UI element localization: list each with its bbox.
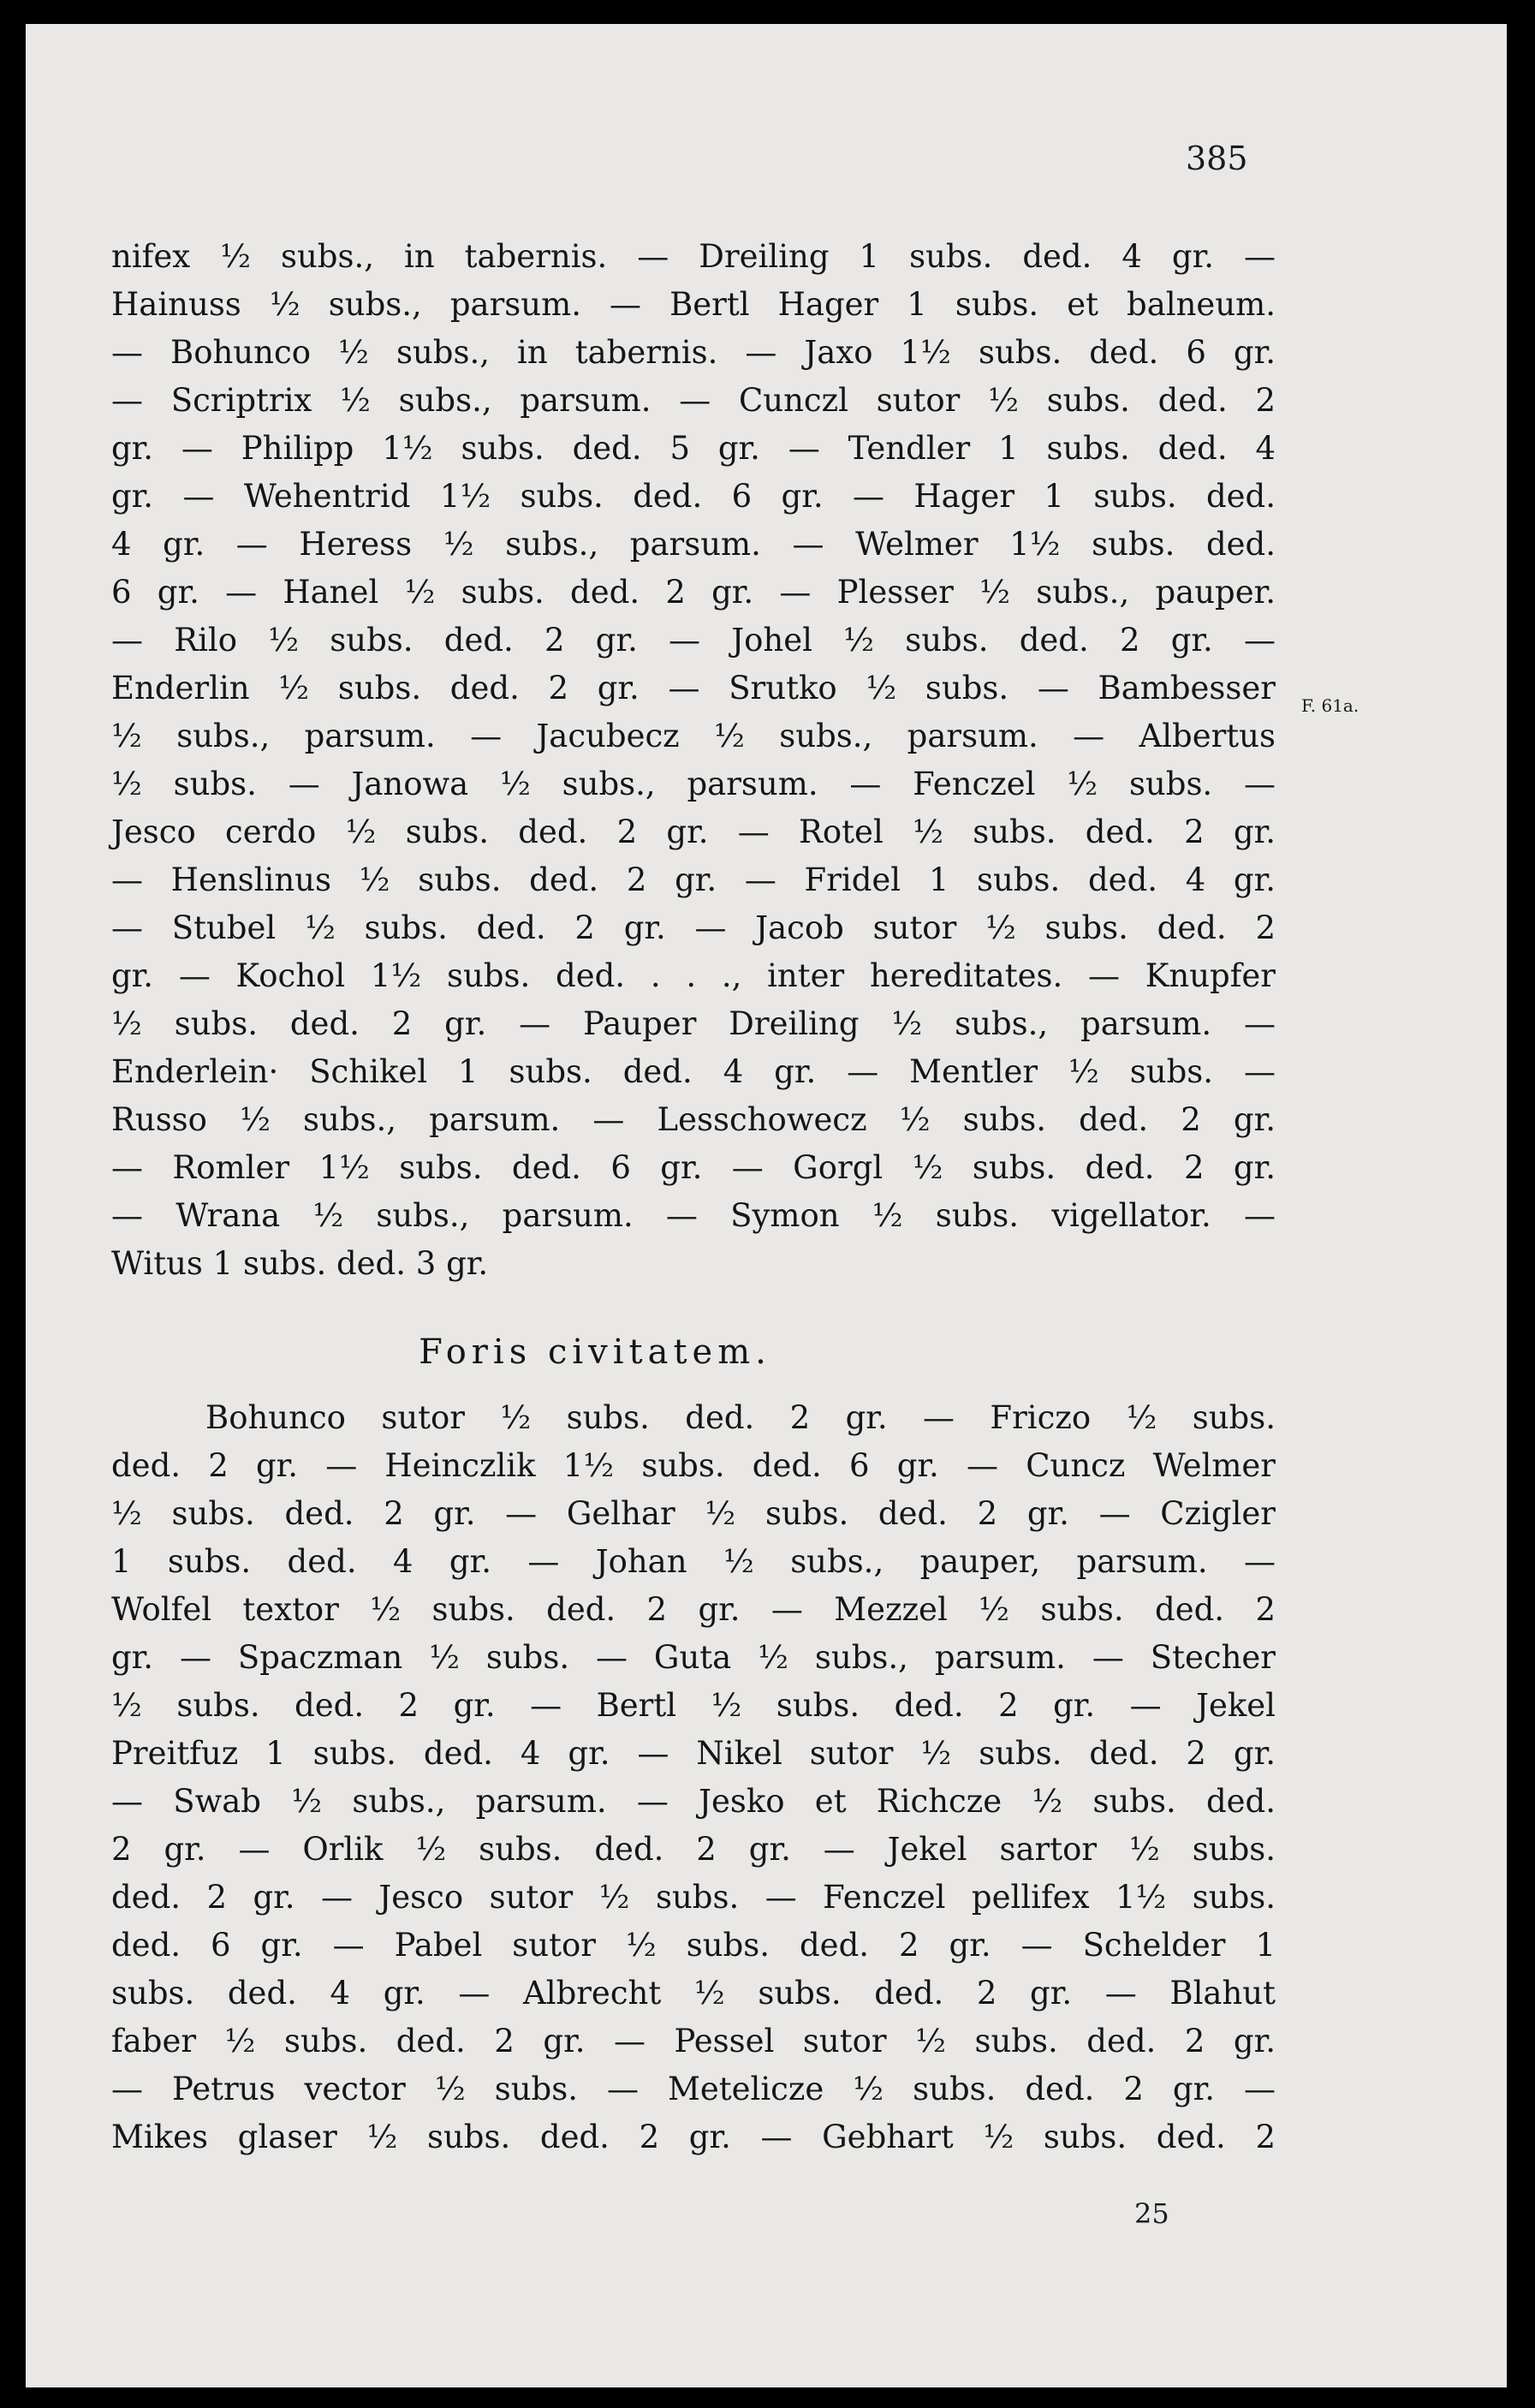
- text-line: Enderlein· Schikel 1 subs. ded. 4 gr. — Mentler ½ subs. —: [111, 1053, 1276, 1090]
- text-line: nifex ½ subs., in tabernis. — Dreiling 1 subs. ded. 4 gr. —: [111, 238, 1276, 275]
- text-line: — Wrana ½ subs., parsum. — Symon ½ subs. vigellator. —: [111, 1197, 1276, 1234]
- text-line: Jesco cerdo ½ subs. ded. 2 gr. — Rotel ½ subs. ded. 2 gr.: [111, 814, 1276, 850]
- text-line: gr. — Kochol 1½ subs. ded. . . ., inter hereditates. — Knupfer: [111, 957, 1276, 994]
- paragraph-intra-civitatem: [111, 233, 1276, 1288]
- text-line: ded. 6 gr. — Pabel sutor ½ subs. ded. 2 gr. — Schelder 1: [111, 1927, 1276, 1964]
- text-line: ½ subs., parsum. — Jacubecz ½ subs., parsum. — Albertus: [111, 718, 1276, 754]
- text-line: — Henslinus ½ subs. ded. 2 gr. — Fridel 1 subs. ded. 4 gr.: [111, 861, 1276, 898]
- text-line: — Stubel ½ subs. ded. 2 gr. — Jacob sutor ½ subs. ded. 2: [111, 909, 1276, 946]
- paragraph-foris-civitatem: [111, 1394, 1276, 2161]
- text-line: 6 gr. — Hanel ½ subs. ded. 2 gr. — Plesser ½ subs., pauper.: [111, 574, 1276, 611]
- text-line: ½ subs. ded. 2 gr. — Gelhar ½ subs. ded. 2 gr. — Czigler: [111, 1495, 1276, 1532]
- text-line: Enderlin ½ subs. ded. 2 gr. — Srutko ½ subs. — Bambesser: [111, 670, 1276, 706]
- text-line: — Bohunco ½ subs., in tabernis. — Jaxo 1½ subs. ded. 6 gr.: [111, 334, 1276, 371]
- text-line: 1 subs. ded. 4 gr. — Johan ½ subs., pauper, parsum. —: [111, 1543, 1276, 1580]
- book-page: [26, 24, 1507, 2387]
- page-number: 385: [1186, 140, 1248, 177]
- margin-folio-note: F. 61a.: [1301, 695, 1359, 716]
- signature-mark: 25: [1134, 2197, 1169, 2230]
- text-line: gr. — Philipp 1½ subs. ded. 5 gr. — Tendler 1 subs. ded. 4: [111, 430, 1276, 467]
- text-line: — Petrus vector ½ subs. — Metelicze ½ subs. ded. 2 gr. —: [111, 2071, 1276, 2107]
- text-line: Bohunco sutor ½ subs. ded. 2 gr. — Friczo ½ subs.: [205, 1399, 1276, 1436]
- text-line: Preitfuz 1 subs. ded. 4 gr. — Nikel sutor ½ subs. ded. 2 gr.: [111, 1735, 1276, 1772]
- text-line: faber ½ subs. ded. 2 gr. — Pessel sutor ½ subs. ded. 2 gr.: [111, 2023, 1276, 2059]
- text-line: Witus 1 subs. ded. 3 gr.: [111, 1245, 489, 1282]
- text-line: 4 gr. — Heress ½ subs., parsum. — Welmer 1½ subs. ded.: [111, 526, 1276, 563]
- text-line: gr. — Wehentrid 1½ subs. ded. 6 gr. — Hager 1 subs. ded.: [111, 478, 1276, 515]
- text-line: gr. — Spaczman ½ subs. — Guta ½ subs., parsum. — Stecher: [111, 1639, 1276, 1676]
- text-line: — Rilo ½ subs. ded. 2 gr. — Johel ½ subs. ded. 2 gr. —: [111, 622, 1276, 659]
- text-line: ded. 2 gr. — Jesco sutor ½ subs. — Fenczel pellifex 1½ subs.: [111, 1879, 1276, 1916]
- text-line: ½ subs. ded. 2 gr. — Bertl ½ subs. ded. 2 gr. — Jekel: [111, 1687, 1276, 1724]
- text-line: — Romler 1½ subs. ded. 6 gr. — Gorgl ½ subs. ded. 2 gr.: [111, 1149, 1276, 1186]
- text-line: — Scriptrix ½ subs., parsum. — Cunczl sutor ½ subs. ded. 2: [111, 382, 1276, 419]
- text-line: — Swab ½ subs., parsum. — Jesko et Richcze ½ subs. ded.: [111, 1783, 1276, 1820]
- text-line: Russo ½ subs., parsum. — Lesschowecz ½ subs. ded. 2 gr.: [111, 1101, 1276, 1138]
- text-line: ded. 2 gr. — Heinczlik 1½ subs. ded. 6 gr. — Cuncz Welmer: [111, 1447, 1276, 1484]
- text-line: subs. ded. 4 gr. — Albrecht ½ subs. ded. 2 gr. — Blahut: [111, 1975, 1276, 2012]
- text-line: Wolfel textor ½ subs. ded. 2 gr. — Mezzel ½ subs. ded. 2: [111, 1591, 1276, 1628]
- section-heading: Foris civitatem.: [419, 1332, 771, 1372]
- text-line: ½ subs. ded. 2 gr. — Pauper Dreiling ½ subs., parsum. —: [111, 1005, 1276, 1042]
- text-line: Hainuss ½ subs., parsum. — Bertl Hager 1 subs. et balneum.: [111, 286, 1276, 323]
- text-line: Mikes glaser ½ subs. ded. 2 gr. — Gebhart ½ subs. ded. 2: [111, 2119, 1276, 2155]
- text-line: ½ subs. — Janowa ½ subs., parsum. — Fenczel ½ subs. —: [111, 766, 1276, 802]
- text-line: 2 gr. — Orlik ½ subs. ded. 2 gr. — Jekel sartor ½ subs.: [111, 1831, 1276, 1868]
